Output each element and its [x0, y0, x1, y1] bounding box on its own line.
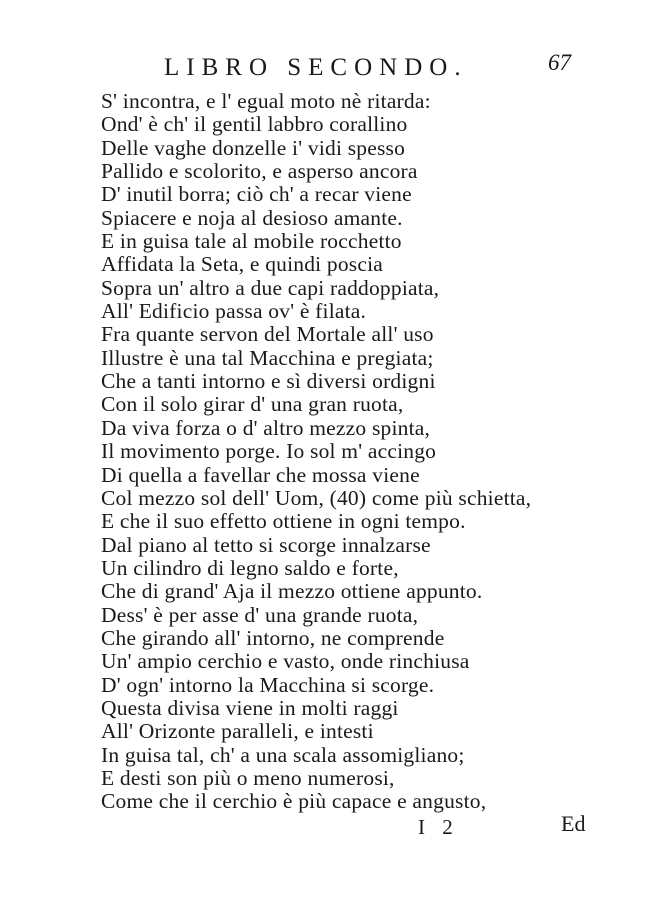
verse-line: Dess' è per asse d' una grande ruota, [101, 602, 419, 627]
verse-line: Di quella a favellar che mossa viene [101, 462, 420, 487]
verse-line: Col mezzo sol dell' Uom, (40) come più schietta, [101, 485, 532, 510]
verse-line: Che girando all' intorno, ne comprende [101, 625, 445, 650]
page-number: 67 [548, 50, 571, 75]
verse-line: Come che il cerchio è più capace e angusto, [101, 789, 487, 814]
verse-line: All' Edificio passa ov' è filata. [101, 299, 367, 324]
verse-line: Un cilindro di legno saldo e forte, [101, 555, 399, 580]
verse-line: Che a tanti intorno e sì diversi ordigni [101, 369, 436, 394]
running-head-title: LIBRO SECONDO. [164, 54, 468, 81]
catchword: Ed [561, 811, 586, 836]
verse-line: Un' ampio cerchio e vasto, onde rinchiusa [101, 649, 470, 674]
verse-line: Da viva forza o d' altro mezzo spinta, [101, 415, 431, 440]
verse-line: In guisa tal, ch' a una scala assomigliano; [101, 742, 465, 767]
running-head [0, 50, 654, 84]
printer-signature-mark: I 2 [418, 815, 459, 839]
verse-line: Fra quante servon del Mortale all' uso [101, 322, 434, 347]
verse-line: E desti son più o meno numerosi, [101, 765, 395, 790]
verse-line: D' inutil borra; ciò ch' a recar viene [101, 182, 412, 207]
verse-line: Illustre è una tal Macchina e pregiata; [101, 345, 434, 370]
verse-line: Con il solo girar d' una gran ruota, [101, 392, 404, 417]
verse-line: Affidata la Seta, e quindi poscia [101, 252, 384, 277]
verse-line: Sopra un' altro a due capi raddoppiata, [101, 275, 440, 300]
verse-line: Ond' è ch' il gentil labbro corallino [101, 112, 408, 137]
verse-line: E che il suo effetto ottiene in ogni tempo. [101, 509, 466, 534]
verse-line: Che di grand' Aja il mezzo ottiene appunto. [101, 579, 483, 604]
verse-line: S' incontra, e l' egual moto nè ritarda: [101, 89, 431, 113]
verse-line: All' Orizonte paralleli, e intesti [101, 719, 374, 744]
verse-line: Spiacere e noja al desioso amante. [101, 205, 403, 230]
verse-line: Pallido e scolorito, e asperso ancora [101, 159, 418, 184]
verse-line: Questa divisa viene in molti raggi [101, 695, 399, 720]
verse-line: D' ogn' intorno la Macchina si scorge. [101, 672, 435, 697]
verse-line: E in guisa tale al mobile rocchetto [101, 229, 402, 254]
verse-text [101, 90, 601, 814]
verse-line: Delle vaghe donzelle i' vidi spesso [101, 135, 406, 160]
verse-line: Il movimento porge. Io sol m' accingo [101, 439, 437, 464]
verse-line: Dal piano al tetto si scorge innalzarse [101, 532, 431, 557]
